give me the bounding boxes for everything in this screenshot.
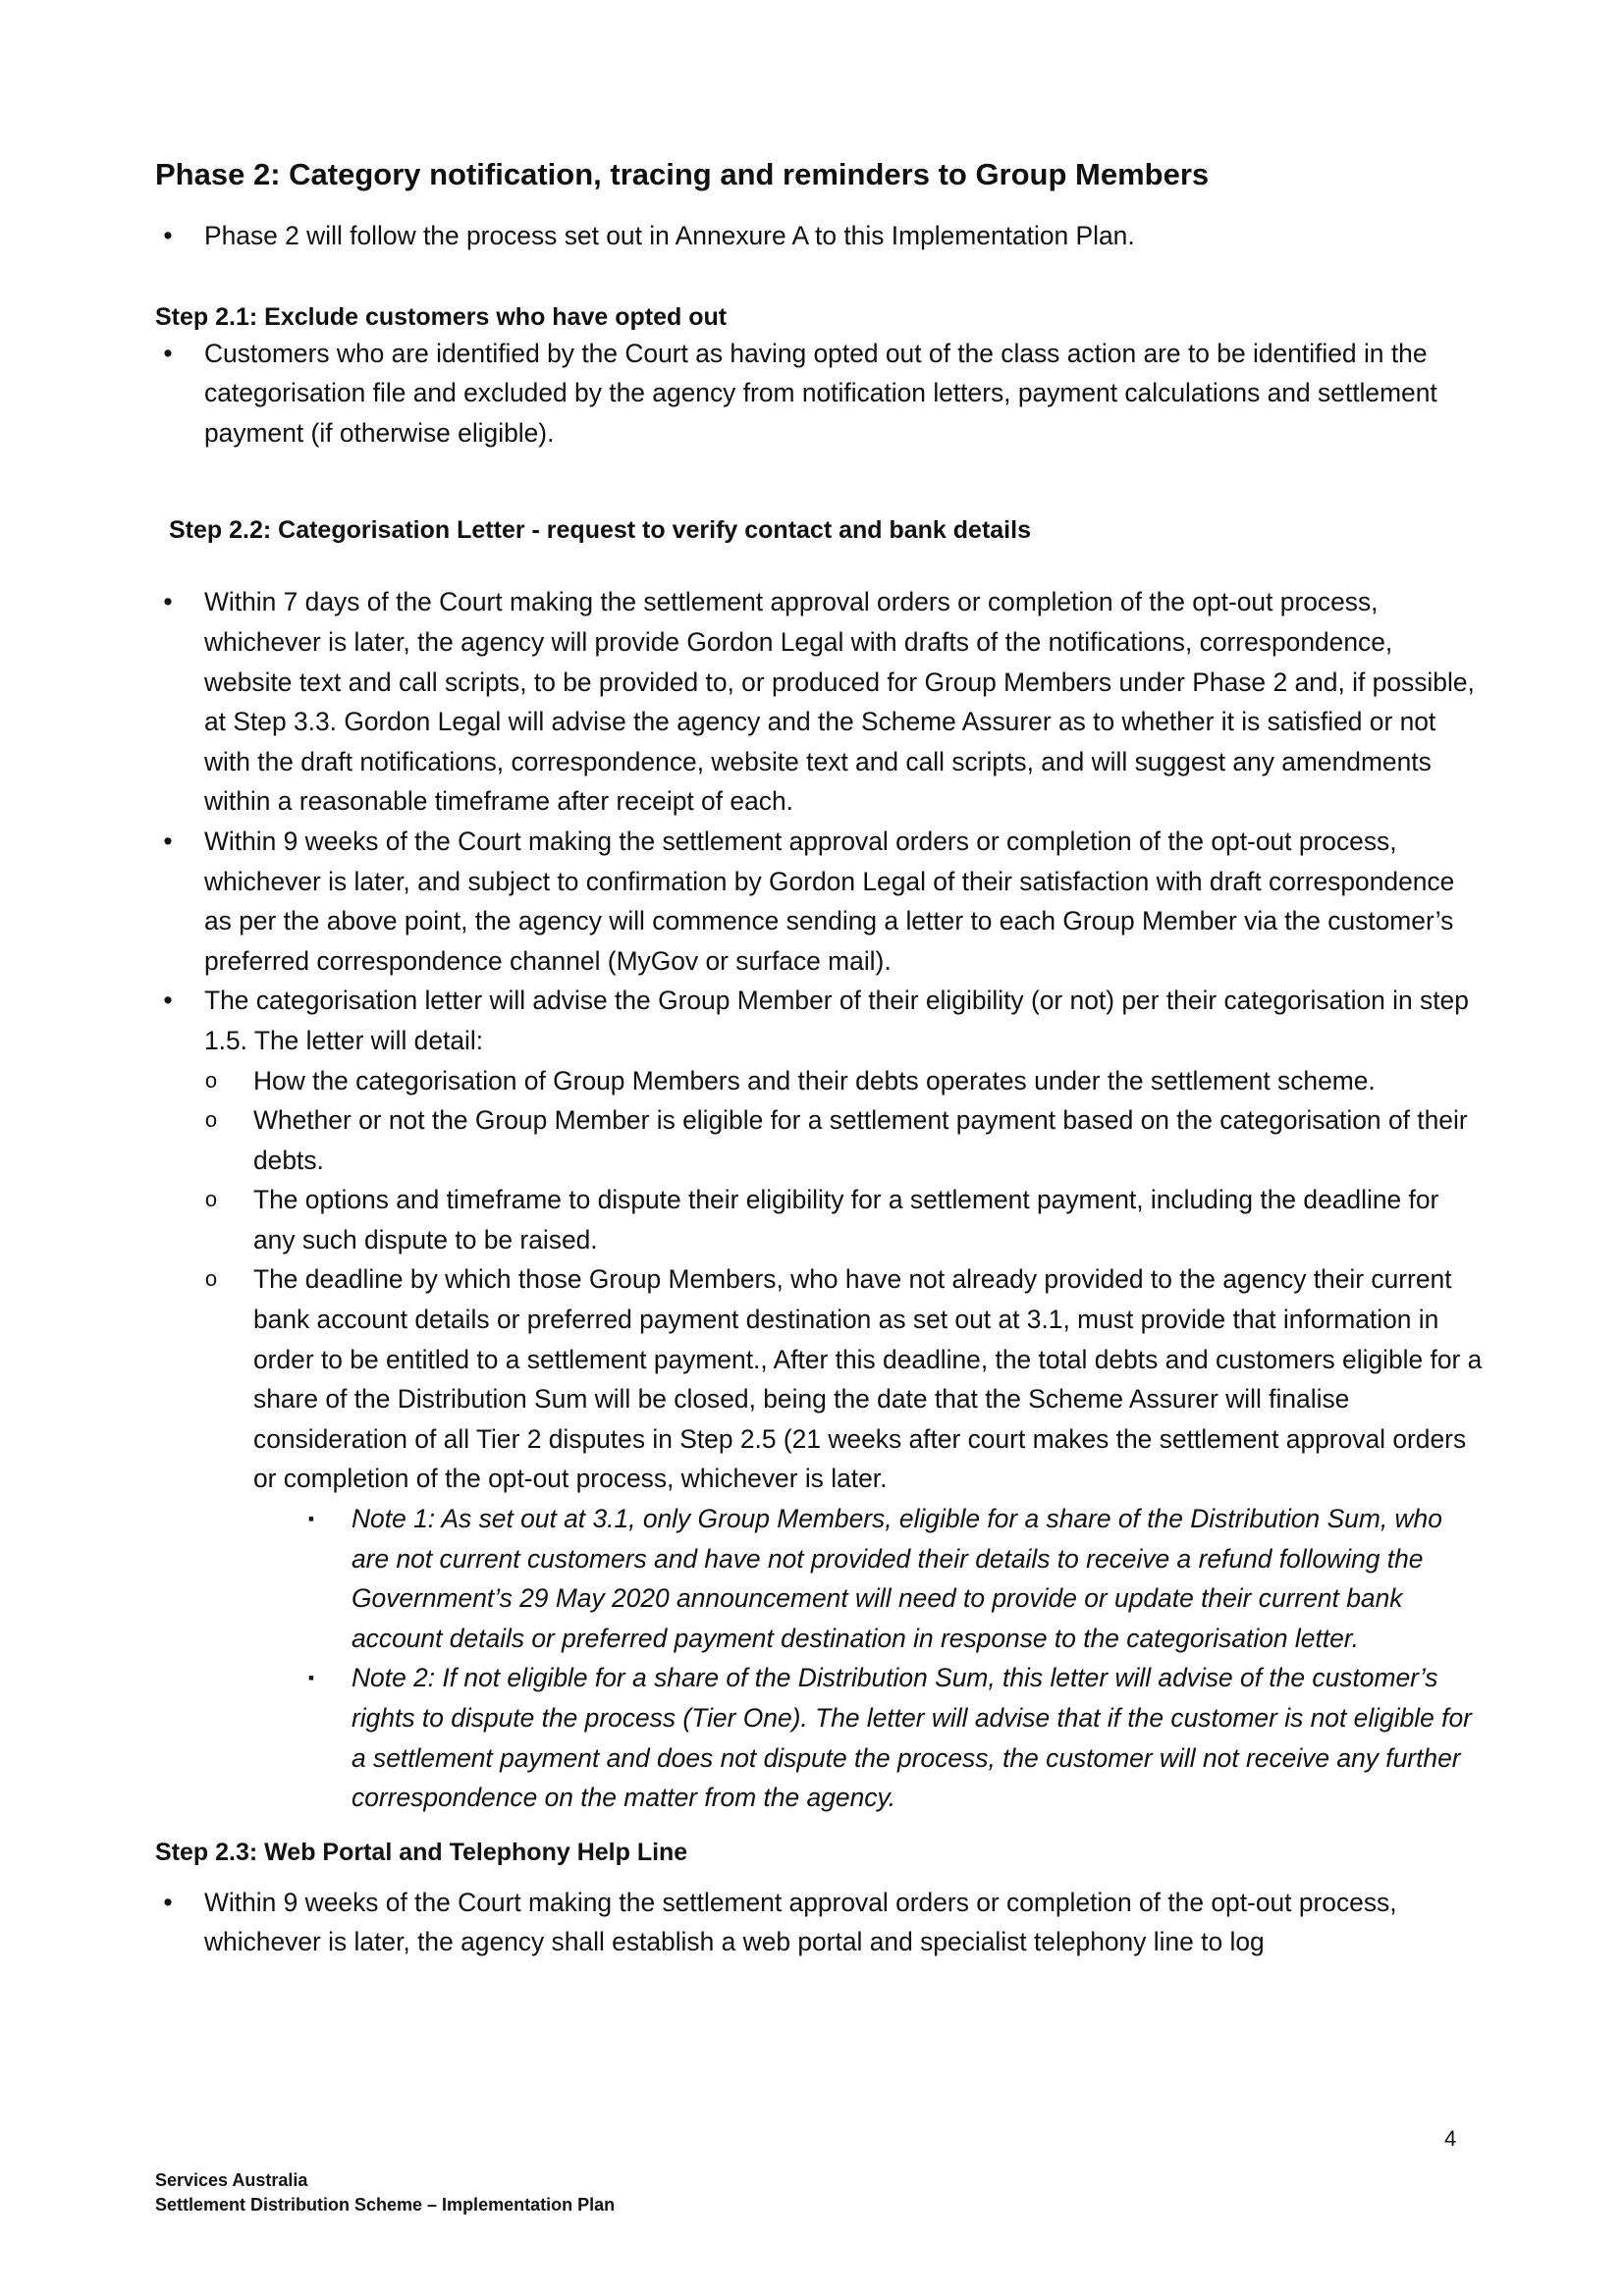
sub-list-item [155, 1061, 1483, 1101]
list-item [155, 1883, 1483, 1962]
bullet-marker: • [163, 587, 173, 617]
page-content [155, 155, 1483, 1962]
phase-2-heading: Phase 2: Category notification, tracing and reminders to Group Members [155, 157, 1210, 191]
list-item [155, 582, 1483, 822]
sub-bullet-text: The deadline by which those Group Members, who have not already provided to the agency their current bank account details or preferred payment destination as set out at 3.1, must provide that information in order to be entitled to a settlement payment., After this deadline, the total debts and customers eligible for a share of the Distribution Sum will be closed, being the date that the Scheme Assurer will finalise consideration of all Tier 2 disputes in Step 2.5 (21 weeks after court makes the settlement approval orders or completion of the opt-out process, whichever is later. [253, 1264, 1483, 1494]
list-item [155, 216, 1483, 256]
bullet-marker: • [163, 338, 173, 368]
step-2-2-list [155, 582, 1483, 1060]
list-item [155, 981, 1483, 1060]
sub-list-item [155, 1180, 1483, 1259]
sub-bullet-text: How the categorisation of Group Members and their debts operates under the settlement scheme. [253, 1065, 1376, 1095]
square-marker: ▪ [307, 1668, 315, 1688]
step-2-1-list [155, 334, 1483, 454]
step-2-1-heading: Step 2.1: Exclude customers who have opted out [155, 302, 728, 331]
page-number: 4 [1444, 2126, 1457, 2151]
note-text: Note 1: As set out at 3.1, only Group Members, eligible for a share of the Distribution Sum, who are not current customers and have not provided their details to receive a refund following the Government’s 29 May 2020 announcement will need to provide or update their current bank account details or preferred payment destination in response to the categorisation letter. [352, 1504, 1442, 1653]
bullet-text: Phase 2 will follow the process set out in Annexure A to this Implementation Plan. [204, 221, 1135, 250]
note-item [253, 1658, 1483, 1817]
note-text: Note 2: If not eligible for a share of the Distribution Sum, this letter will advise of the customer’s rights to dispute the process (Tier One). The letter will advise that if the customer is not eligible for a settlement payment and does not dispute the process, the customer will not receive any further correspondence on the matter from the agency. [352, 1663, 1472, 1813]
note-item [253, 1499, 1483, 1658]
list-item [155, 822, 1483, 981]
footer-organisation: Services Australia [155, 2170, 308, 2190]
step-2-2-heading: Step 2.2: Categorisation Letter - request to verify contact and bank details [169, 516, 1031, 545]
sub-list-item [155, 1100, 1483, 1180]
notes-list [253, 1499, 1483, 1818]
step-2-3-list [155, 1883, 1483, 1962]
bullet-marker: • [163, 826, 173, 856]
bullet-marker: • [163, 221, 173, 250]
bullet-text: Within 9 weeks of the Court making the settlement approval orders or completion of the opt-out process, whichever is later, the agency shall establish a web portal and specialist telephony line to log [204, 1887, 1397, 1957]
bullet-text: Customers who are identified by the Court as having opted out of the class action are to be identified in the categorisation file and excluded by the agency from notification letters, payment calculations and settlement payment (if otherwise eligible). [204, 338, 1437, 448]
list-item [155, 334, 1483, 454]
bullet-text: Within 7 days of the Court making the settlement approval orders or completion of the opt-out process, whichever is later, the agency will provide Gordon Legal with drafts of the notifications, correspondence, website text and call scripts, to be provided to, or produced for Group Members under Phase 2 and, if possible, at Step 3.3. Gordon Legal will advise the agency and the Scheme Assurer as to whether it is satisfied or not with the draft notifications, correspondence, website text and call scripts, and will suggest any amendments within a reasonable timeframe after receipt of each. [204, 587, 1475, 817]
square-marker: ▪ [307, 1509, 315, 1529]
step-2-3-heading: Step 2.3: Web Portal and Telephony Help Line [155, 1838, 688, 1866]
circle-marker: o [204, 1107, 218, 1133]
letter-details-list [155, 1061, 1483, 1500]
bullet-text: Within 9 weeks of the Court making the settlement approval orders or completion of the opt-out process, whichever is later, and subject to confirmation by Gordon Legal of their satisfaction with draft correspondence as per the above point, the agency will commence sending a letter to each Group Member via the customer’s preferred correspondence channel (MyGov or surface mail). [204, 826, 1455, 976]
sub-bullet-text: Whether or not the Group Member is eligible for a settlement payment based on the categorisation of their debts. [253, 1105, 1468, 1175]
sub-bullet-text: The options and timeframe to dispute their eligibility for a settlement payment, including the deadline for any such dispute to be raised. [253, 1185, 1439, 1255]
footer-document-title: Settlement Distribution Scheme – Implementation Plan [155, 2195, 616, 2215]
circle-marker: o [204, 1187, 218, 1212]
bullet-marker: • [163, 986, 173, 1016]
circle-marker: o [204, 1067, 218, 1093]
bullet-marker: • [163, 1887, 173, 1917]
sub-list-item [155, 1259, 1483, 1499]
bullet-text: The categorisation letter will advise the Group Member of their eligibility (or not) per their categorisation in step 1.5. The letter will detail: [204, 986, 1469, 1055]
circle-marker: o [204, 1266, 218, 1292]
phase-2-intro-list [155, 216, 1483, 256]
